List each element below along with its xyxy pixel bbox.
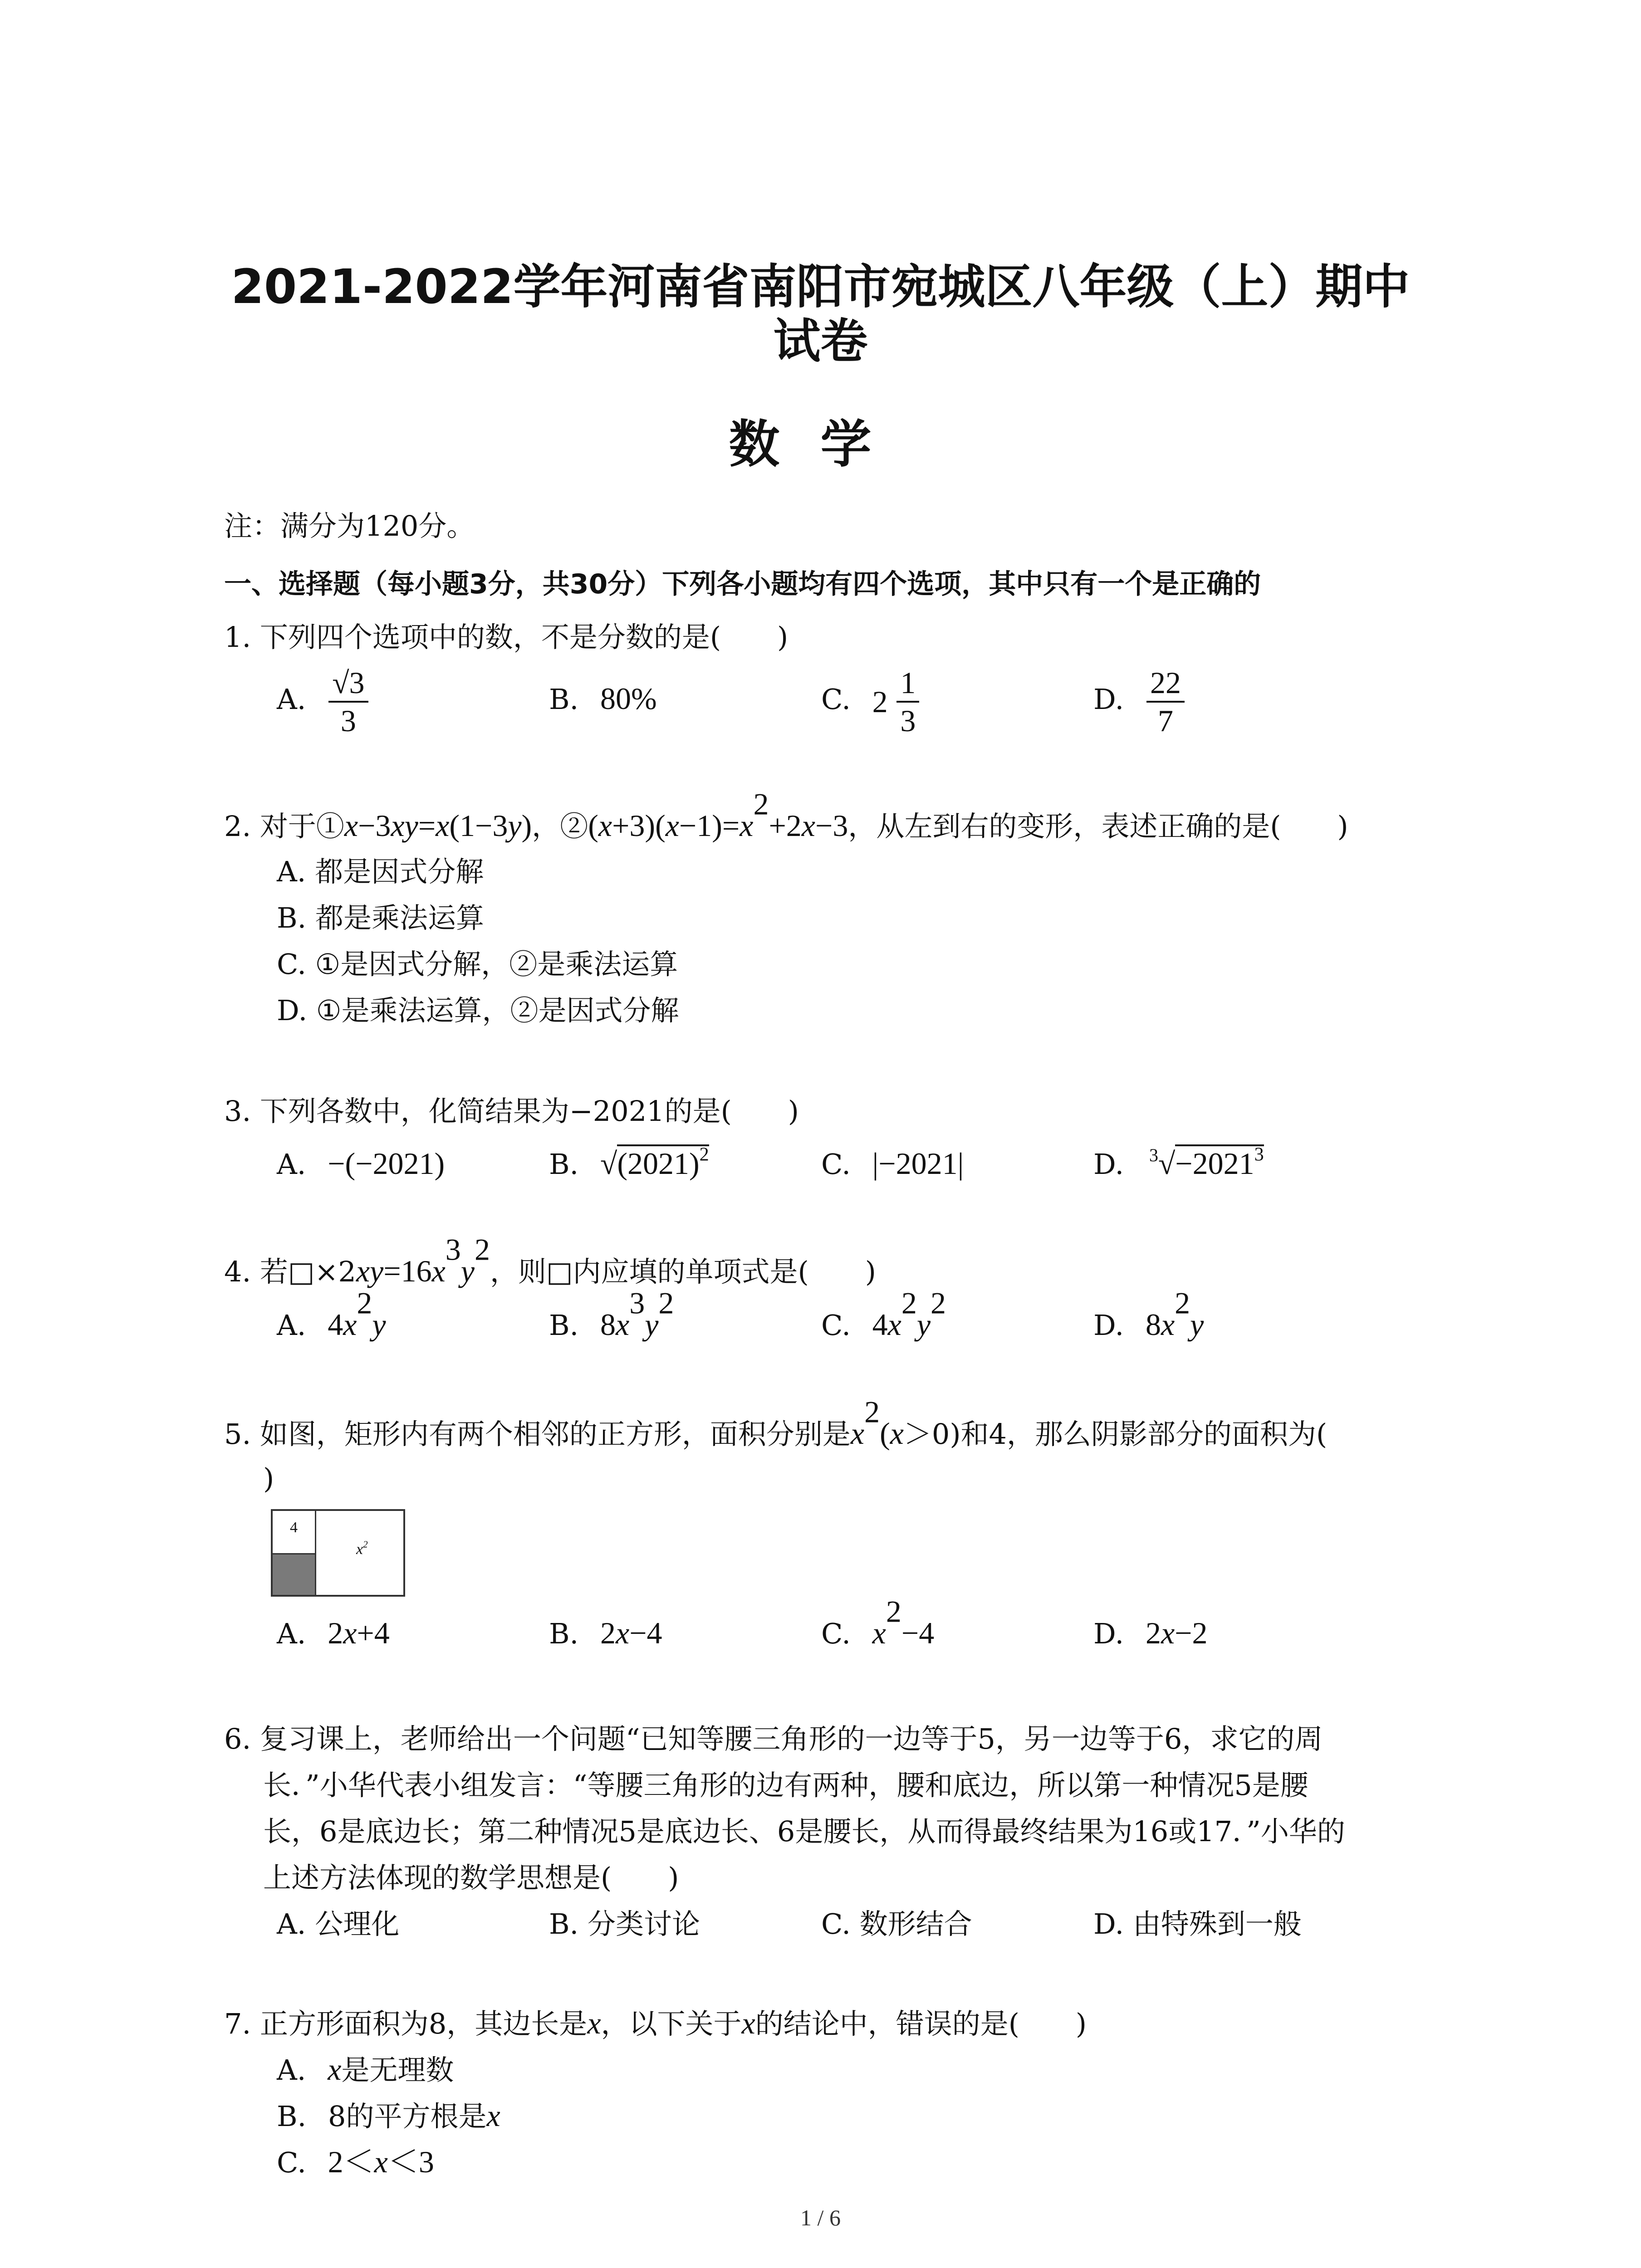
math: −1)= [679, 808, 740, 843]
option-label: B. [549, 683, 579, 716]
option-label: A. [277, 683, 306, 716]
coefficient: 8 [1145, 1307, 1161, 1342]
exponent: 2 [363, 1539, 368, 1550]
math: 2 [328, 1616, 343, 1650]
var: x [665, 808, 679, 843]
stem-text: 7. 正方形面积为8，其边长是 [224, 2007, 588, 2040]
option-label: C. [821, 683, 851, 716]
question-1-option-c [821, 665, 919, 739]
fraction [1146, 665, 1185, 739]
numerator: 1 [896, 665, 919, 703]
question-2-stem [224, 787, 1348, 849]
question-7-option-b [277, 2093, 500, 2139]
math: 2 [1145, 1616, 1161, 1650]
fraction [328, 665, 368, 739]
stem-text: 5. 如图，矩形内有两个相邻的正方形，面积分别是 [224, 1418, 851, 1451]
question-2-option-d: D. ①是乘法运算，②是因式分解 [277, 994, 679, 1027]
math: ) [521, 808, 532, 843]
option-value: −(−2021) [328, 1146, 445, 1181]
option-text: 8的平方根是 [328, 2100, 487, 2133]
shaded-region [273, 1554, 316, 1595]
question-6-line-3: 长，6是底边长；第二种情况5是底边长、6是腰长，从而得最终结果为16或17．”小华的 [263, 1815, 1345, 1848]
question-6-line-2: 长．”小华代表小组发言：“等腰三角形的边有两种，腰和底边，所以第一种情况5是腰 [263, 1769, 1308, 1802]
var: x [1161, 1616, 1175, 1650]
question-7-option-a [277, 2047, 454, 2093]
var: x [616, 1307, 630, 1342]
math: =16 [383, 1254, 432, 1288]
var: x [343, 1307, 357, 1342]
question-6-line-1: 6. 复习课上，老师给出一个问题“已知等腰三角形的一边等于5，另一边等于6，求它的周 [224, 1722, 1323, 1755]
small-square-label: 4 [290, 1519, 298, 1536]
stem-text: 4. 若□×2 [224, 1255, 356, 1288]
numerator: 22 [1146, 665, 1185, 703]
math: +4 [357, 1616, 390, 1650]
small-square [273, 1511, 316, 1554]
rectangle-figure [271, 1509, 405, 1597]
denominator: 7 [1157, 704, 1173, 738]
exponent: 2 [931, 1286, 946, 1320]
var: y [460, 1254, 475, 1288]
math: 2 [600, 1616, 616, 1650]
stem-text: ，以下关于 [601, 2007, 742, 2040]
coefficient: 8 [600, 1307, 616, 1342]
option-label: A. [277, 2053, 306, 2087]
math: +3)( [612, 808, 666, 843]
mixed-number-whole: 2 [872, 684, 888, 719]
var: x [890, 1416, 904, 1451]
option-label: A. [277, 1148, 306, 1181]
option-value: 80% [600, 681, 657, 716]
exponent: 2 [699, 1144, 709, 1165]
question-4-stem [224, 1232, 876, 1295]
math: (1−3 [449, 808, 508, 843]
var: x [850, 1416, 865, 1451]
option-label: B. [277, 2100, 307, 2133]
var: y [372, 1307, 386, 1342]
option-label: B. [549, 1148, 579, 1181]
math: −4 [629, 1616, 662, 1650]
question-4-option-c [821, 1286, 946, 1348]
option-label: C. [821, 1309, 851, 1342]
var: y [1190, 1307, 1204, 1342]
question-4-option-a [277, 1286, 386, 1348]
exponent: 2 [864, 1394, 880, 1429]
question-6-option-c: C. 数形结合 [821, 1907, 972, 1941]
question-2-option-a: A. 都是因式分解 [277, 855, 484, 888]
question-5-option-a [277, 1610, 390, 1657]
var: xy [391, 808, 418, 843]
radicand-text: −2021 [1175, 1146, 1254, 1181]
circled-number-2: ② [560, 810, 588, 843]
var: x [801, 808, 815, 843]
question-5-stem [224, 1394, 1327, 1457]
exponent: 2 [886, 1594, 901, 1629]
question-1-option-a [277, 665, 368, 739]
var: x [598, 808, 612, 843]
large-square [316, 1511, 403, 1595]
option-label: D. [1093, 1148, 1124, 1181]
math: 2＜ [328, 2145, 374, 2179]
exponent: 3 [1254, 1144, 1264, 1165]
question-3-option-a [277, 1141, 445, 1187]
var: x [356, 1541, 363, 1558]
question-6-line-4: 上述方法体现的数学思想是( ) [263, 1861, 679, 1894]
option-text: 是无理数 [341, 2053, 454, 2087]
large-square-label [356, 1541, 368, 1558]
question-6-option-a: A. 公理化 [277, 1907, 400, 1941]
question-3-option-d [1093, 1141, 1264, 1187]
question-4-option-d [1093, 1286, 1204, 1348]
var: x [740, 808, 754, 843]
option-label: D. [1093, 1309, 1124, 1342]
option-label: B. [549, 1617, 579, 1650]
question-5-option-d [1093, 1610, 1207, 1657]
math: −3 [358, 808, 391, 843]
option-label: A. [277, 1617, 306, 1650]
radicand [617, 1144, 709, 1181]
var: x [343, 1616, 357, 1650]
var: x [486, 2098, 500, 2133]
math: ( [880, 1416, 890, 1451]
coefficient: 4 [328, 1307, 343, 1342]
math: −3 [815, 808, 848, 843]
var: x [344, 808, 358, 843]
question-7-option-c [277, 2139, 434, 2185]
radical-sign: √ [600, 1146, 617, 1181]
math: ( [588, 808, 598, 843]
question-5-option-b [549, 1610, 662, 1657]
exponent: 2 [1175, 1286, 1190, 1320]
question-1-stem: 1. 下列四个选项中的数，不是分数的是( ) [224, 621, 789, 654]
exponent: 3 [629, 1286, 645, 1320]
denominator: 3 [900, 704, 916, 738]
denominator: 3 [340, 704, 356, 738]
math: −2 [1175, 1616, 1208, 1650]
var: y [508, 808, 522, 843]
stem-text: ＞0)和4，那么阴影部分的面积为( [903, 1418, 1327, 1451]
question-5-option-c [821, 1594, 935, 1657]
question-7-stem [224, 2000, 1087, 2047]
exponent: 2 [474, 1232, 490, 1267]
stem-text: 2. 对于 [224, 810, 316, 843]
math: ＜3 [387, 2145, 434, 2179]
question-2-option-b: B. 都是乘法运算 [277, 901, 484, 934]
var: y [645, 1307, 659, 1342]
question-3-option-b [549, 1141, 709, 1187]
option-label: D. [1093, 1617, 1124, 1650]
coefficient: 4 [872, 1307, 888, 1342]
fraction [896, 665, 919, 739]
score-note: 注：满分为120分。 [224, 509, 475, 543]
question-5-stem-continued: ) [263, 1462, 274, 1495]
option-value: |−2021| [872, 1146, 964, 1181]
exponent: 2 [901, 1286, 917, 1320]
stem-text: 的结论中，错误的是( ) [755, 2007, 1087, 2040]
exponent: 2 [357, 1286, 372, 1320]
root-index: 3 [1149, 1145, 1158, 1165]
var: x [872, 1616, 886, 1650]
option-label: C. [277, 2146, 306, 2179]
var: y [916, 1307, 931, 1342]
math: +2 [769, 808, 802, 843]
question-2-option-c: C. ①是因式分解，②是乘法运算 [277, 948, 678, 981]
var: x [328, 2052, 342, 2087]
var: x [741, 2006, 755, 2040]
option-label: C. [821, 1148, 851, 1181]
stem-text: ，则□内应填的单项式是( ) [490, 1255, 876, 1288]
var: x [887, 1307, 901, 1342]
var: xy [356, 1254, 384, 1288]
section-heading-multiple-choice: 一、选择题（每小题3分，共30分）下列各小题均有四个选项，其中只有一个是正确的 [224, 568, 1261, 600]
math: −4 [901, 1616, 935, 1650]
exponent: 3 [445, 1232, 461, 1267]
circled-number-1: ① [316, 810, 344, 843]
exam-title-line-2: 试卷 [773, 313, 868, 369]
exponent: 2 [658, 1286, 674, 1320]
math: = [418, 808, 436, 843]
numerator: √3 [328, 665, 368, 703]
var: x [374, 2145, 388, 2179]
var: x [616, 1616, 630, 1650]
option-label: D. [1093, 683, 1124, 716]
exponent: 2 [753, 787, 769, 821]
separator: ， [532, 810, 560, 843]
question-3-stem: 3. 下列各数中，化简结果为−2021的是( ) [224, 1095, 799, 1128]
question-1-option-b [549, 676, 657, 722]
radicand [1175, 1144, 1264, 1181]
option-label: C. [821, 1617, 851, 1650]
radicand-text: (2021) [617, 1146, 700, 1181]
stem-text: ，从左到右的变形，表述正确的是( ) [848, 810, 1348, 843]
exam-title-line-1: 2021-2022学年河南省南阳市宛城区八年级（上）期中 [231, 259, 1410, 314]
var: x [1161, 1307, 1175, 1342]
subject-heading: 数学 [729, 415, 912, 474]
radical-sign: √ [1158, 1146, 1176, 1181]
var: x [436, 808, 450, 843]
option-label: A. [277, 1309, 306, 1342]
question-1-option-d [1093, 665, 1185, 739]
question-6-option-b: B. 分类讨论 [549, 1907, 700, 1941]
question-4-option-b [549, 1286, 674, 1348]
var: x [587, 2006, 601, 2040]
page-number: 1 / 6 [800, 2205, 841, 2230]
var: x [431, 1254, 446, 1288]
question-6-option-d: D. 由特殊到一般 [1093, 1907, 1302, 1941]
question-3-option-c [821, 1141, 964, 1187]
option-label: B. [549, 1309, 579, 1342]
